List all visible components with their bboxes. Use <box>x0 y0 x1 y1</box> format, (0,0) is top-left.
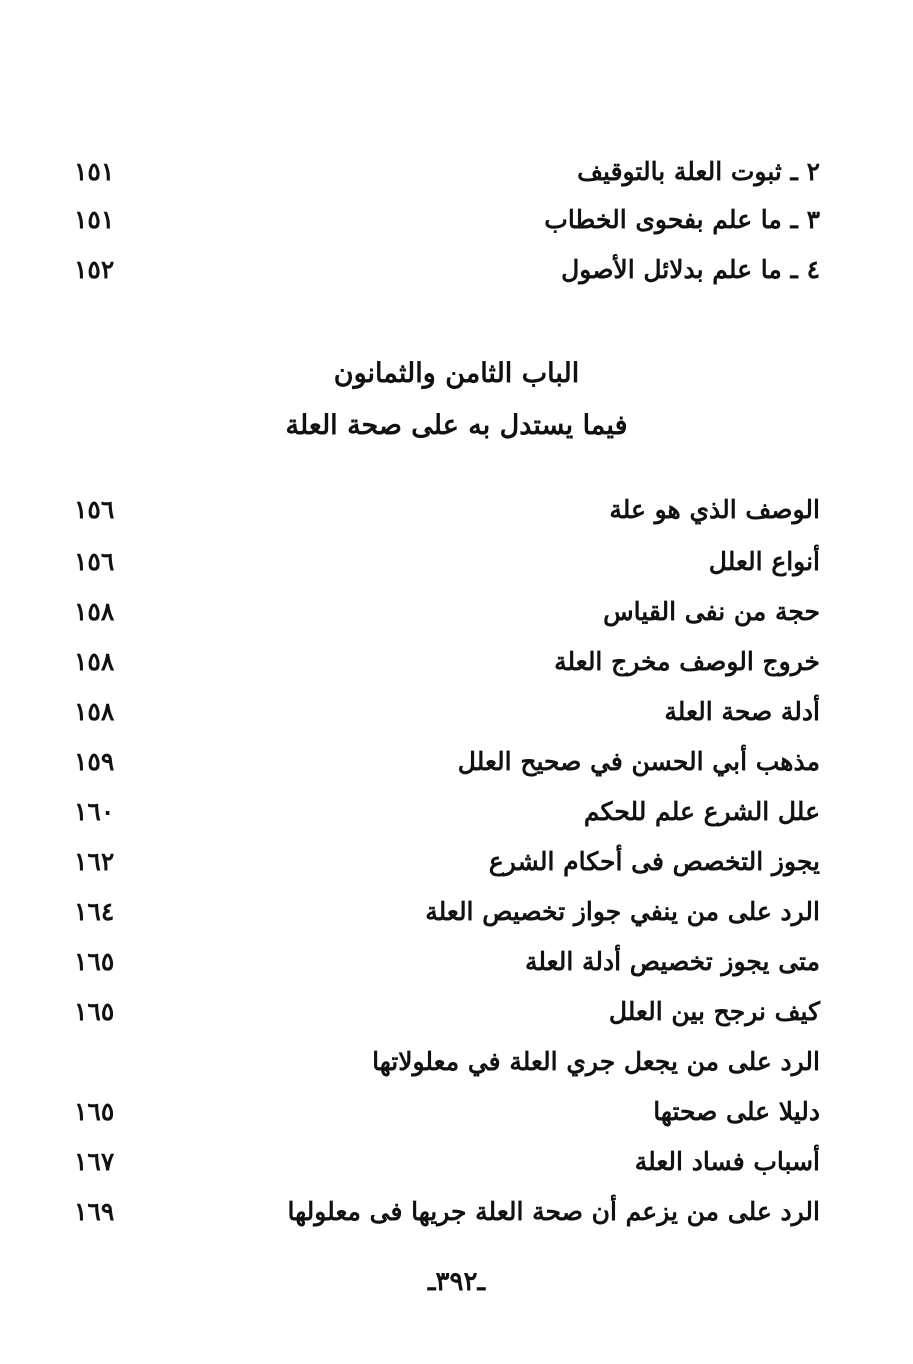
toc-entry <box>60 890 820 934</box>
toc-entry <box>60 1140 820 1184</box>
toc-entry-title: أدلة صحة العلة <box>664 697 820 726</box>
toc-entry-title: أسباب فساد العلة <box>634 1147 820 1176</box>
toc-entry <box>60 1090 820 1134</box>
toc-entry <box>60 198 820 242</box>
toc-entry-page: ١٥٩ <box>74 747 115 776</box>
toc-entry <box>60 1190 820 1234</box>
toc-entry-page: ١٥٨ <box>74 697 115 726</box>
chapter-title: الباب الثامن والثمانون <box>333 358 580 389</box>
toc-entry-page: ١٥٦ <box>74 547 115 576</box>
toc-entry <box>60 540 820 584</box>
toc-entry-page: ١٥١ <box>74 205 115 234</box>
toc-entry-title: الرد على من يجعل جري العلة في معلولاتها <box>372 1047 820 1076</box>
toc-entry-page: ١٥٦ <box>74 495 115 524</box>
toc-entry <box>60 488 820 532</box>
toc-entry-page: ١٦٥ <box>74 997 115 1026</box>
toc-entry <box>60 790 820 834</box>
toc-entry-page: ١٥١ <box>74 157 115 186</box>
toc-entry-title: حجة من نفى القياس <box>603 597 820 626</box>
toc-entry-title: يجوز التخصص فى أحكام الشرع <box>488 847 820 876</box>
toc-entry-title: الرد على من يزعم أن صحة العلة جريها فى معلولها <box>287 1197 820 1226</box>
toc-entry <box>60 590 820 634</box>
chapter-subtitle: فيما يستدل به على صحة العلة <box>285 410 628 441</box>
toc-entry-title: متى يجوز تخصيص أدلة العلة <box>524 947 820 976</box>
toc-entry-title: علل الشرع علم للحكم <box>583 797 820 826</box>
toc-entry-page: ١٥٨ <box>74 597 115 626</box>
toc-entry-page: ١٦٧ <box>74 1147 115 1176</box>
toc-entry <box>60 1040 820 1084</box>
toc-entry-page: ١٦٤ <box>74 897 115 926</box>
toc-entry-title: أنواع العلل <box>708 547 820 576</box>
toc-entry-title: دليلا على صحتها <box>653 1097 820 1126</box>
toc-entry-title: كيف نرجح بين العلل <box>608 997 820 1026</box>
toc-entry-title: الرد على من ينفي جواز تخصيص العلة <box>425 897 820 926</box>
toc-entry <box>60 690 820 734</box>
toc-entry <box>60 640 820 684</box>
toc-entry-title: خروج الوصف مخرج العلة <box>554 647 820 676</box>
toc-entry-page: ١٥٨ <box>74 647 115 676</box>
toc-entry <box>60 940 820 984</box>
toc-entry-title: الوصف الذي هو علة <box>609 495 820 524</box>
toc-entry-title: ٢ ـ ثبوت العلة بالتوقيف <box>577 157 820 186</box>
toc-entry-page: ١٦٠ <box>74 797 115 826</box>
toc-entry-page: ١٦٥ <box>74 947 115 976</box>
toc-entry-page: ١٦٢ <box>74 847 115 876</box>
toc-entry <box>60 248 820 292</box>
toc-entry-title: ٤ ـ ما علم بدلائل الأصول <box>561 255 820 284</box>
toc-entry-title: مذهب أبي الحسن في صحيح العلل <box>457 747 820 776</box>
toc-entry-page: ١٦٥ <box>74 1097 115 1126</box>
toc-entry-page: ١٦٩ <box>74 1197 115 1226</box>
toc-entry <box>60 150 820 194</box>
toc-entry <box>60 990 820 1034</box>
toc-entry-title: ٣ ـ ما علم بفحوى الخطاب <box>544 205 820 234</box>
toc-entry <box>60 840 820 884</box>
toc-entry <box>60 740 820 784</box>
toc-entry-page: ١٥٢ <box>74 255 115 284</box>
page-number: ـ٣٩٢ـ <box>427 1267 486 1297</box>
